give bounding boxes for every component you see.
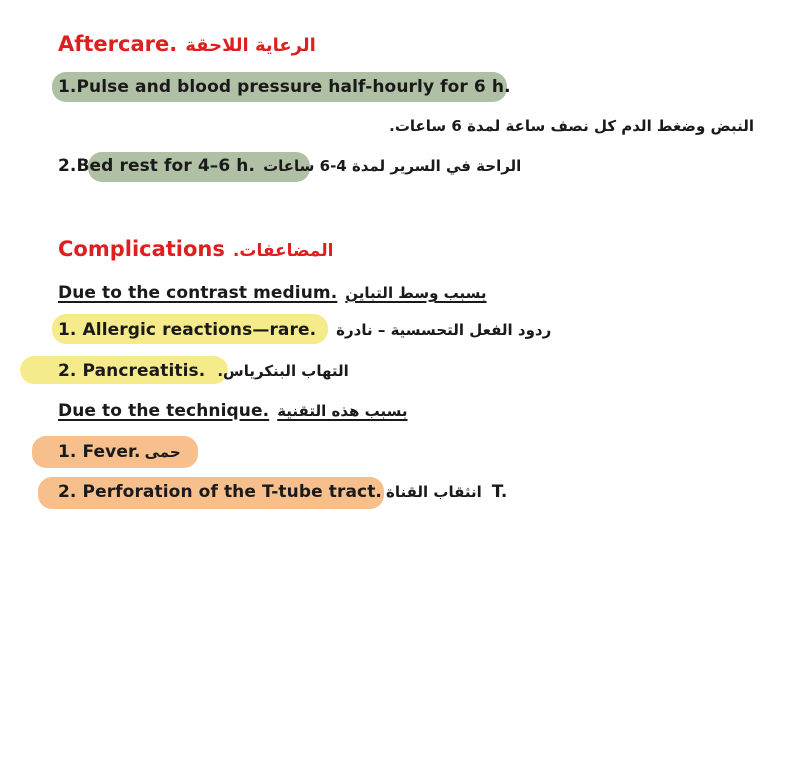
aftercare-item-1-en: 1.Pulse and blood pressure half-hourly for 6 h. [58, 77, 511, 97]
contrast-heading-en: Due to the contrast medium. [58, 283, 338, 303]
aftercare-heading [58, 32, 316, 56]
complications-title-ar: .المضاعفات [232, 241, 334, 261]
technique-item-perforation-suffix: T. [491, 482, 508, 502]
aftercare-item-2-ar: الراحة في السرير لمدة 4-6 ساعات [263, 157, 522, 175]
contrast-item-pancreatitis-ar: التهاب البنكرياس. [217, 362, 349, 380]
contrast-item-allergic-ar: ردود الفعل التحسسية – نادرة [336, 321, 552, 339]
technique-item-perforation [58, 482, 507, 502]
technique-item-perforation-en: 2. Perforation of the T-tube tract. [58, 482, 382, 502]
technique-item-fever [58, 442, 181, 462]
technique-item-fever-en: 1. Fever. [58, 442, 141, 462]
aftercare-title-en: Aftercare. [58, 32, 178, 56]
aftercare-item-2 [58, 156, 521, 176]
technique-heading-ar: بسبب هذه التقنية [277, 402, 408, 420]
technique-heading-en: Due to the technique. [58, 401, 270, 421]
technique-subheading [58, 401, 408, 421]
complications-title-en: Complications [58, 237, 225, 261]
contrast-item-pancreatitis-en: 2. Pancreatitis. [58, 361, 206, 381]
contrast-item-allergic-en: 1. Allergic reactions—rare. [58, 320, 317, 340]
technique-item-fever-ar: حمى [144, 443, 181, 461]
contrast-subheading [58, 283, 487, 303]
contrast-item-pancreatitis [58, 361, 349, 381]
aftercare-title-ar: الرعاية اللاحقة [185, 35, 316, 56]
complications-heading [58, 237, 333, 261]
aftercare-item-1-ar: النبض وضغط الدم كل نصف ساعة لمدة 6 ساعات. [389, 117, 754, 135]
aftercare-item-2-en: 2.Bed rest for 4–6 h. [58, 156, 256, 176]
contrast-heading-ar: بسبب وسط التباين [345, 284, 487, 302]
contrast-item-allergic [58, 320, 551, 340]
technique-item-perforation-ar: انثقاب القناة [385, 483, 482, 501]
